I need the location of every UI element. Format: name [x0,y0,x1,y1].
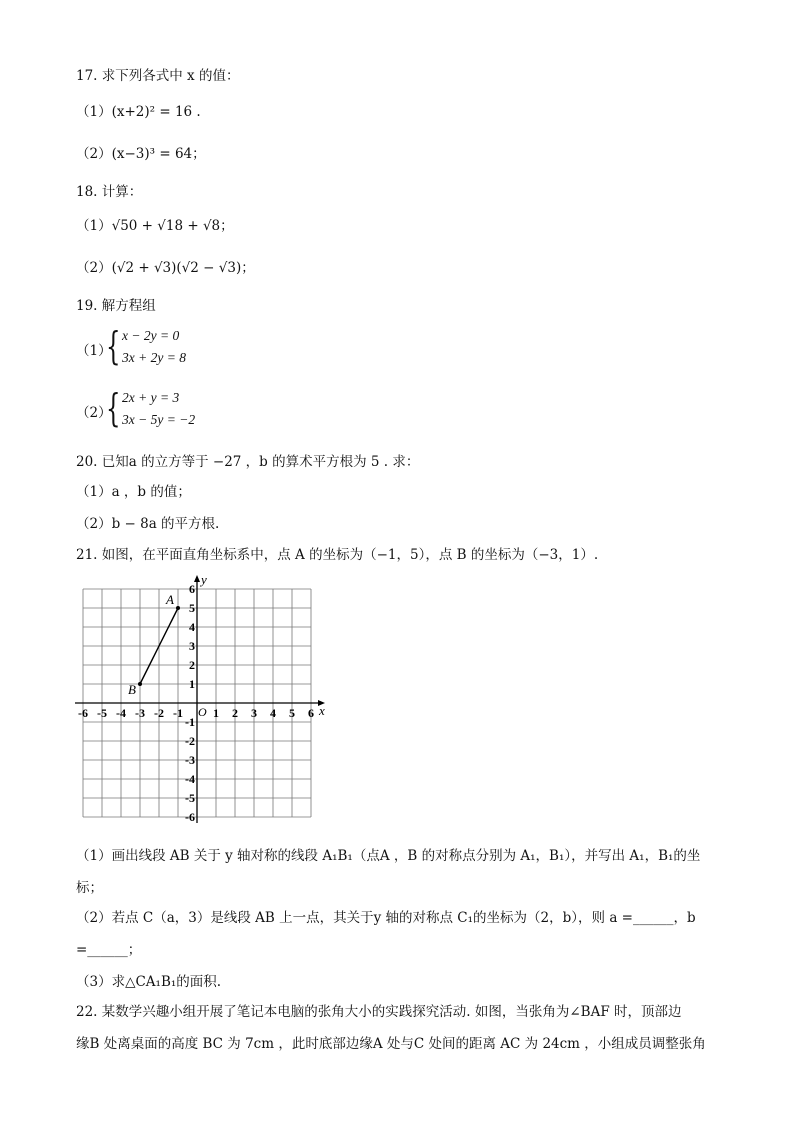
q18-part2: （2）(√2 + √3)(√2 − √3)； [76,260,255,276]
q21-part3: （3）求△CA₁B₁的面积. [76,974,222,990]
y-tick-label: 5 [189,601,195,615]
q17-part2: （2）(x−3)³ = 64； [76,146,206,162]
q19-title: 19. 解方程组 [76,298,156,314]
y-tick-label: -1 [185,715,195,729]
y-axis-label: y [201,572,207,587]
q20-part1: （1）a ，b 的值； [76,484,191,500]
q17-title: 17. 求下列各式中 x 的值： [76,68,240,84]
point-b-label: B [128,682,136,697]
system1-label: （1） [76,343,112,359]
axes [75,572,325,823]
system2-eq2: 3x − 5y = −2 [122,412,196,427]
x-axis-label: x [319,703,325,718]
system2-label: （2） [76,405,112,421]
y-tick-label: 1 [189,677,195,691]
x-tick-label: -3 [135,706,145,720]
x-tick-label: -5 [97,706,107,720]
point-a-dot [176,606,180,610]
y-tick-label: 4 [189,620,195,634]
y-axis-arrow [194,575,200,582]
coordinate-grid-figure [78,572,342,824]
q18-title: 18. 计算： [76,184,143,200]
origin-label: O [198,705,207,719]
q21-part1-line1: （1）画出线段 AB 关于 y 轴对称的线段 A₁B₁（点A ，B 的对称点分别为 A₁，B₁），并写出 A₁，B₁的坐 [76,848,701,864]
x-tick-label: -2 [154,706,164,720]
system1-eq2: 3x + 2y = 8 [122,350,186,365]
y-tick-label: 6 [189,582,195,596]
x-tick-label: 5 [289,706,295,720]
point-b-dot [138,682,142,686]
q20-title: 20. 已知a 的立方等于 −27 ，b 的算术平方根为 5 . 求： [76,454,420,470]
x-tick-label: 4 [270,706,276,720]
y-tick-label: -2 [185,734,195,748]
y-tick-label: -6 [185,810,195,824]
y-tick-label: -4 [185,772,195,786]
x-tick-label: -4 [116,706,126,720]
q17-part1: （1）(x+2)² = 16 . [76,104,201,120]
system2-eq1: 2x + y = 3 [122,390,180,405]
equation-system-2 [76,386,276,434]
q22-line2: 缘B 处离桌面的高度 BC 为 7cm ，此时底部边缘A 处与C 处间的距离 AC 为 24cm ，小组成员调整张角 [76,1036,706,1052]
equation-system-1 [76,324,276,372]
q21-title: 21. 如图，在平面直角坐标系中，点 A 的坐标为（−1，5），点 B 的坐标为（−3，1）. [76,547,599,563]
x-tick-label: -6 [78,706,88,720]
system2-brace: { [106,386,121,430]
x-tick-label: 2 [232,706,238,720]
x-tick-label: -1 [173,706,183,720]
system1-eq1: x − 2y = 0 [122,328,180,343]
q20-part2: （2）b − 8a 的平方根. [76,516,220,532]
q21-part2-line1: （2）若点 C（a，3）是线段 AB 上一点，其关于y 轴的对称点 C₁的坐标为（2，b），则 a =______，b [76,910,696,926]
point-a-label: A [166,592,174,607]
q21-part2-line2: =______； [76,942,142,958]
system1-brace: { [106,324,121,368]
x-tick-label: 6 [308,706,314,720]
x-tick-label: 3 [251,706,257,720]
y-tick-label: -3 [185,753,195,767]
q22-line1: 22. 某数学兴趣小组开展了笔记本电脑的张角大小的实践探究活动. 如图，当张角为∠BAF 时，顶部边 [76,1004,682,1020]
y-tick-label: 2 [189,658,195,672]
y-tick-label: 3 [189,639,195,653]
q21-part1-line2: 标； [76,880,103,896]
x-tick-label: 1 [213,706,219,720]
q18-part1: （1）√50 + √18 + √8； [76,218,234,234]
y-tick-label: -5 [185,791,195,805]
